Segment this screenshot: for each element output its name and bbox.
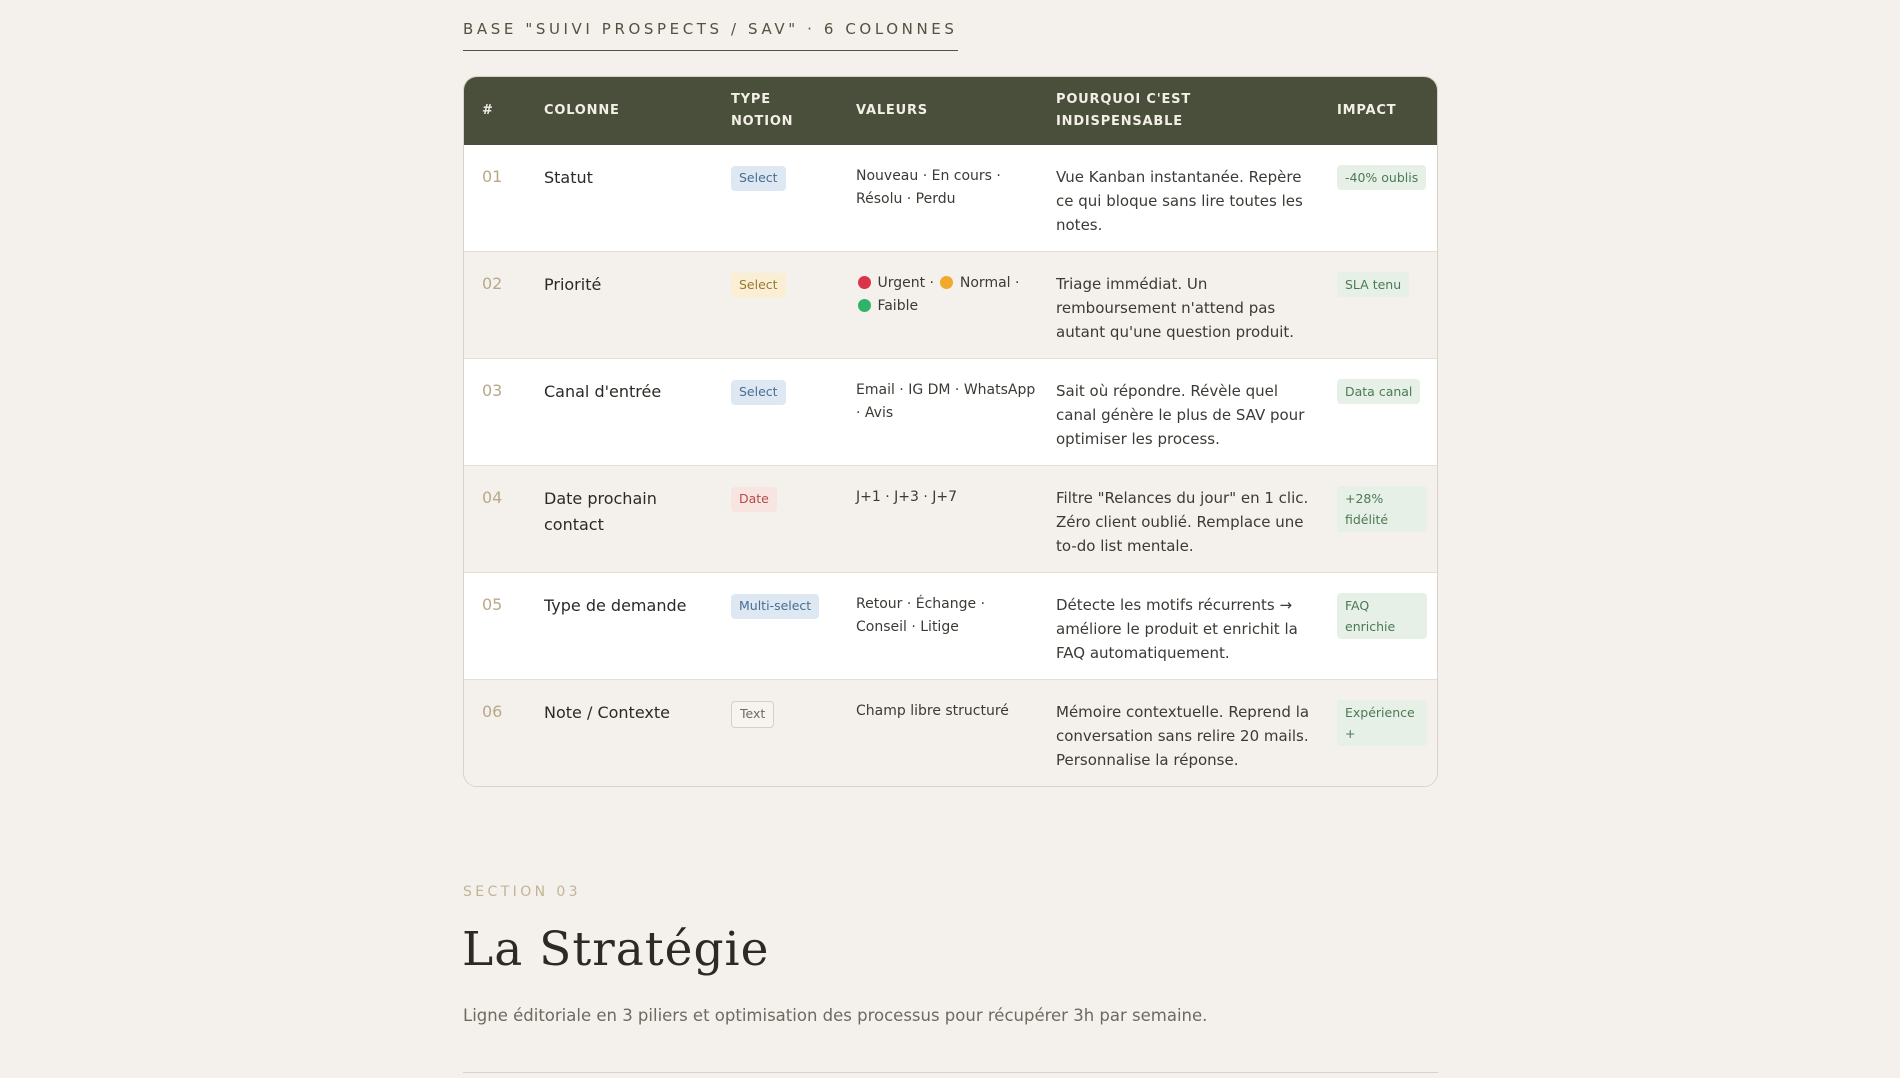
type-badge: Select xyxy=(731,380,786,405)
impact-badge: Data canal xyxy=(1337,379,1420,404)
impact-cell xyxy=(1329,573,1438,680)
values-cell: Email · IG DM · WhatsApp · Avis xyxy=(856,382,1036,421)
table-row xyxy=(464,252,1438,359)
column-name: Date prochain contact xyxy=(544,489,657,534)
red-dot-icon xyxy=(858,276,871,289)
type-cell xyxy=(723,252,848,359)
section-divider xyxy=(463,1072,1438,1073)
values-cell: Retour · Échange · Conseil · Litige xyxy=(856,596,986,635)
row-number: 06 xyxy=(482,702,503,721)
table-row xyxy=(464,573,1438,680)
type-badge: Select xyxy=(731,273,786,298)
table-row xyxy=(464,359,1438,466)
column-name: Priorité xyxy=(544,275,602,294)
column-name: Note / Contexte xyxy=(544,703,670,722)
row-number: 01 xyxy=(482,167,503,186)
column-name: Type de demande xyxy=(544,596,687,615)
impact-cell xyxy=(1329,680,1438,787)
impact-cell xyxy=(1329,145,1438,252)
impact-cell xyxy=(1329,359,1438,466)
impact-badge: FAQ enrichie xyxy=(1337,593,1427,639)
why-cell: Sait où répondre. Révèle quel canal génère le plus de SAV pour optimiser les process. xyxy=(1056,382,1305,448)
row-number: 04 xyxy=(482,488,503,507)
impact-cell xyxy=(1329,252,1438,359)
type-badge: Multi-select xyxy=(731,594,819,619)
section-description: Ligne éditoriale en 3 piliers et optimisation des processus pour récupérer 3h par semaine. xyxy=(463,1006,1208,1025)
columns-table xyxy=(464,77,1438,786)
values-cell xyxy=(848,252,1048,359)
why-cell: Triage immédiat. Un remboursement n'attend pas autant qu'une question produit. xyxy=(1056,275,1295,341)
type-badge: Text xyxy=(731,701,774,728)
impact-badge: Expérience + xyxy=(1337,700,1427,746)
column-name: Canal d'entrée xyxy=(544,382,662,401)
table-row xyxy=(464,680,1438,787)
why-cell: Vue Kanban instantanée. Repère ce qui bloque sans lire toutes les notes. xyxy=(1056,168,1303,234)
type-cell xyxy=(723,573,848,680)
type-cell xyxy=(723,359,848,466)
type-cell xyxy=(723,145,848,252)
header-num: # xyxy=(482,102,494,118)
priority-urgent: Urgent · xyxy=(877,275,934,291)
why-cell: Détecte les motifs récurrents → améliore le produit et enrichit la FAQ automatiquement. xyxy=(1056,596,1298,662)
type-badge: Date xyxy=(731,487,777,512)
values-cell: Champ libre structuré xyxy=(856,703,1009,719)
row-number: 02 xyxy=(482,274,503,293)
impact-badge: +28% fidélité xyxy=(1337,486,1427,532)
header-type xyxy=(723,77,848,145)
row-number: 05 xyxy=(482,595,503,614)
header-values: VALEURS xyxy=(856,102,928,118)
impact-badge: -40% oublis xyxy=(1337,165,1426,190)
type-cell xyxy=(723,680,848,787)
table-row xyxy=(464,145,1438,252)
why-cell: Filtre "Relances du jour" en 1 clic. Zéro client oublié. Remplace une to-do list mentale. xyxy=(1056,489,1309,555)
header-why: POURQUOI C'EST INDISPENSABLE xyxy=(1056,91,1191,129)
header-column: COLONNE xyxy=(544,102,620,118)
green-dot-icon xyxy=(858,299,871,312)
type-cell xyxy=(723,466,848,573)
table-row xyxy=(464,466,1438,573)
table-header-row xyxy=(464,77,1438,145)
values-cell: Nouveau · En cours · Résolu · Perdu xyxy=(856,168,1001,207)
priority-faible: Faible xyxy=(877,298,919,314)
section-label: SECTION 03 xyxy=(463,884,581,900)
why-cell: Mémoire contextuelle. Reprend la conversation sans relire 20 mails. Personnalise la réponse. xyxy=(1056,703,1310,769)
header-type-label: TYPE NOTION xyxy=(731,91,794,129)
row-number: 03 xyxy=(482,381,503,400)
impact-cell xyxy=(1329,466,1438,573)
section-title: La Stratégie xyxy=(462,922,770,977)
columns-table-wrapper xyxy=(463,76,1438,787)
yellow-dot-icon xyxy=(940,276,953,289)
priority-normal: Normal · xyxy=(959,275,1020,291)
main-content xyxy=(463,0,1438,787)
base-heading: BASE "SUIVI PROSPECTS / SAV" · 6 COLONNES xyxy=(463,20,958,51)
header-impact: IMPACT xyxy=(1337,102,1397,118)
column-name: Statut xyxy=(544,168,593,187)
impact-badge: SLA tenu xyxy=(1337,272,1409,297)
values-cell: J+1 · J+3 · J+7 xyxy=(856,489,958,505)
type-badge: Select xyxy=(731,166,786,191)
